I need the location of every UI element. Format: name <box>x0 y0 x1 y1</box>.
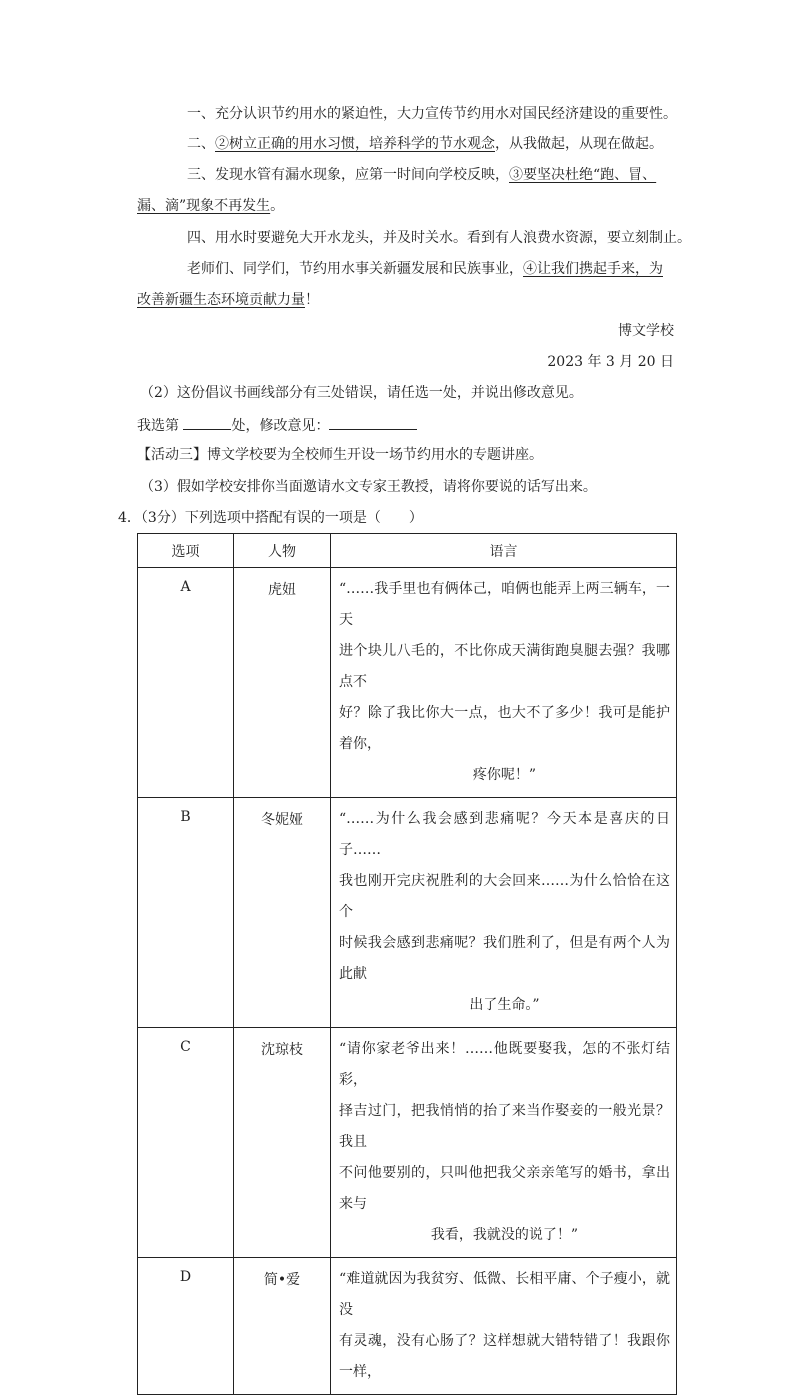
table-row <box>138 1028 677 1258</box>
proposal-closing-line-1 <box>187 259 663 279</box>
quote-line: “……为什么我会感到悲痛呢？今天本是喜庆的日子…… <box>339 811 670 858</box>
row-character: 冬妮娅 <box>234 798 331 1028</box>
underlined-phrase-2: ②树立正确的用水习惯，培养科学的节水观念 <box>215 136 495 152</box>
row-character: 沈琼枝 <box>234 1028 331 1258</box>
underlined-phrase-3b: 漏、滴”现象不再发生 <box>137 198 271 214</box>
row-option: A <box>138 568 234 798</box>
answer-mid: 处，修改意见： <box>231 418 330 434</box>
header-language: 语言 <box>331 534 677 568</box>
quote-line: 不问他要别的，只叫他把我父亲亲笔写的婚书，拿出来与 <box>339 1165 670 1212</box>
underlined-phrase-4a: ④让我们携起手来，为 <box>523 261 663 277</box>
header-option: 选项 <box>138 534 234 568</box>
answer-blank-position[interactable] <box>183 414 231 430</box>
header-character: 人物 <box>234 534 331 568</box>
row-character: 虎妞 <box>234 568 331 798</box>
question-2-answer-line <box>137 414 417 436</box>
options-table <box>137 533 677 1395</box>
quote-line: “请你家老爷出来！……他既要娶我，怎的不张灯结彩， <box>339 1041 670 1088</box>
item-2-prefix: 二、 <box>187 136 215 152</box>
proposal-closing-line-2 <box>137 290 319 310</box>
row-option: B <box>138 798 234 1028</box>
proposal-item-1: 一、充分认识节约用水的紧迫性，大力宣传节约用水对国民经济建设的重要性。 <box>187 106 677 122</box>
question-3: （3）假如学校安排你当面邀请水文专家王教授，请将你要说的话写出来。 <box>140 479 597 495</box>
answer-blank-suggestion[interactable] <box>329 414 417 430</box>
question-4: 4．（3分）下列选项中搭配有误的一项是（ ） <box>118 510 423 526</box>
question-2: （2）这份倡议书画线部分有三处错误，请任选一处，并说出修改意见。 <box>140 385 583 401</box>
underlined-phrase-4b: 改善新疆生态环境贡献力量 <box>137 292 305 308</box>
quote-line: 进个块儿八毛的，不比你成天满街跑臭腿去强？我哪点不 <box>339 643 670 690</box>
table-row <box>138 568 677 798</box>
quote-line: 我看，我就没的说了！” <box>430 1227 579 1243</box>
item-3-prefix: 三、发现水管有漏水现象，应第一时间向学校反映， <box>187 167 509 183</box>
row-character: 简•爱 <box>234 1258 331 1395</box>
quote-line: 好？除了我比你大一点，也大不了多少！我可是能护着你， <box>339 705 670 752</box>
answer-prefix: 我选第 <box>137 418 179 434</box>
row-quote <box>331 1258 677 1395</box>
table-row <box>138 1258 677 1395</box>
activity-3-text: 博文学校要为全校师生开设一场节约用水的专题讲座。 <box>207 447 543 463</box>
underlined-phrase-3a: ③要坚决杜绝“跑、冒、 <box>509 167 657 183</box>
row-option: C <box>138 1028 234 1258</box>
activity-3 <box>137 445 543 465</box>
proposal-item-4: 四、用水时要避免大开水龙头，并及时关水。看到有人浪费水资源，要立刻制止。 <box>187 230 691 246</box>
closing-suffix: ！ <box>305 292 319 308</box>
closing-prefix: 老师们、同学们，节约用水事关新疆发展和民族事业， <box>187 261 523 277</box>
proposal-item-2 <box>187 134 663 154</box>
quote-line: 出了生命。” <box>469 997 540 1013</box>
row-quote <box>331 568 677 798</box>
activity-3-label: 【活动三】 <box>137 447 207 463</box>
quote-line: 我也刚开完庆祝胜利的大会回来……为什么恰恰在这个 <box>339 873 670 920</box>
quote-line: 有灵魂，没有心肠了？这样想就大错特错了！我跟你一样， <box>339 1333 670 1380</box>
table-header-row <box>138 534 677 568</box>
item-2-suffix: ，从我做起，从现在做起。 <box>495 136 663 152</box>
quote-line: 择吉过门，把我悄悄的抬了来当作娶妾的一般光景？我且 <box>339 1103 670 1150</box>
row-quote <box>331 798 677 1028</box>
item-3-suffix: 。 <box>270 198 285 214</box>
quote-line: 疼你呢！” <box>472 767 537 783</box>
proposal-item-3-line-2 <box>137 196 284 216</box>
table-row <box>138 798 677 1028</box>
date: 2023 年 3 月 20 日 <box>547 354 674 370</box>
quote-line: 时候我会感到悲痛呢？我们胜利了，但是有两个人为此献 <box>339 935 670 982</box>
row-option: D <box>138 1258 234 1395</box>
quote-line: “难道就因为我贫穷、低微、长相平庸、个子瘦小，就没 <box>339 1271 670 1318</box>
proposal-item-3-line-1 <box>187 165 656 185</box>
row-quote <box>331 1028 677 1258</box>
quote-line: “……我手里也有俩体己，咱俩也能弄上两三辆车，一天 <box>339 581 670 628</box>
signature: 博文学校 <box>618 323 674 339</box>
